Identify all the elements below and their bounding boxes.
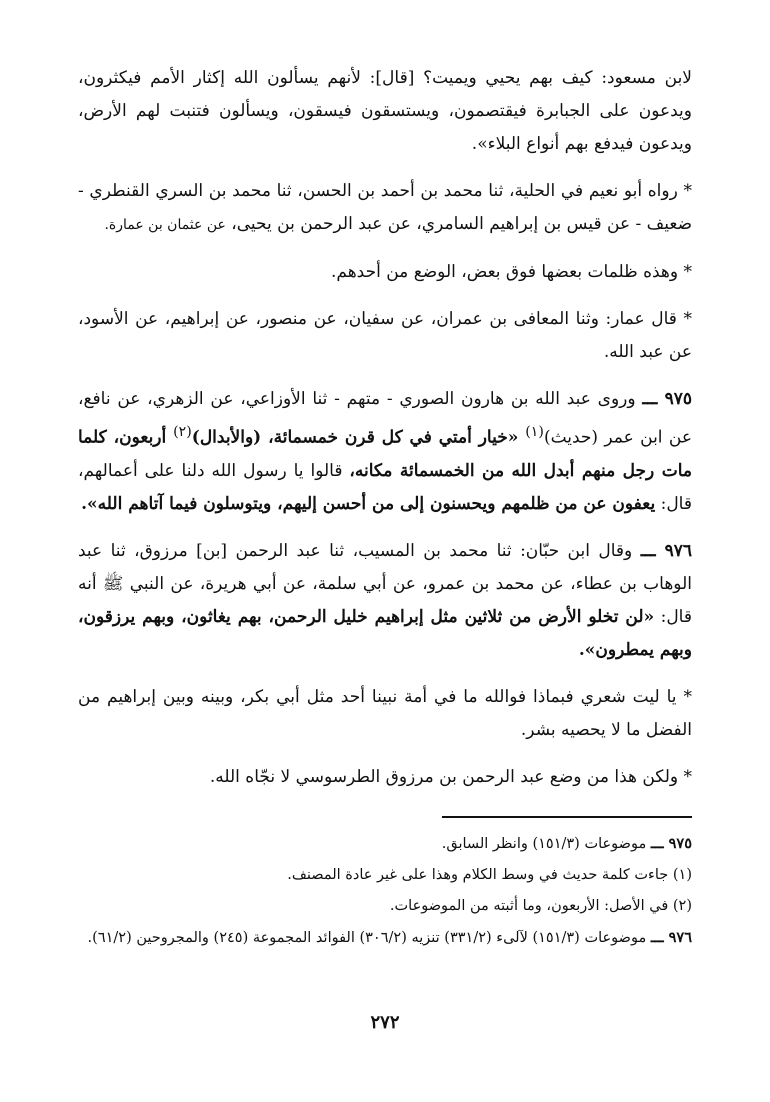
hadith-text: وقال ابن حبّان: ثنا محمد بن المسيب، ثنا عبد الرحمن [بن] مرزوق، ثنا عبد الوهاب بن عطاء، عن محمد بن عمرو، عن أبي سلمة، عن أبي هريرة، عن النبي ﷺ أنه قال: <box>78 540 692 627</box>
paragraph-text: * ولكن هذا من وضع عبد الرحمن بن مرزوق الطرسوسي لا نجّاه الله. <box>209 766 692 787</box>
paragraph-comment-fabricator <box>78 761 692 794</box>
footnote-text: موضوعات (١٥١/٣) لآلىء (٣٣١/٢) تنزيه (٣٠٦/٢) الفوائد المجموعة (٢٤٥) والمجروحين (٦١/٢). <box>87 929 651 946</box>
footnote-text: (٢) في الأصل: الأربعون، وما أثبته من الموضوعات. <box>389 897 692 914</box>
paragraph-continuation <box>78 62 692 161</box>
footnote-976 <box>78 922 692 954</box>
hadith-number: ٩٧٦ ـــ <box>640 540 692 561</box>
paragraph-text: لابن مسعود: كيف بهم يحيي ويميت؟ [قال]: لأنهم يسألون الله إكثار الأمم فيكثرون، ويدعون على الجبابرة فيقتصمون، ويستسقون فيسقون، ويسألون فتنبت لهم الأرض، ويدعون فيدفع بهم أنواع البلاء». <box>78 68 692 154</box>
footnote-ref-1: (١) <box>525 424 544 440</box>
footnote-2 <box>78 891 692 922</box>
hadith-number: ٩٧٥ ـــ <box>642 389 692 409</box>
page-number: ٢٧٢ <box>370 1012 400 1033</box>
paragraph-small-text: عن عثمان بن عمارة. <box>104 217 226 233</box>
hadith-text: قالوا يا رسول الله دلنا على أعمالهم، قال: <box>78 460 692 514</box>
paragraph-text: * يا ليت شعري فبماذا فوالله ما في أمة نبينا أحد مثل أبي بكر، وبينه وبين إبراهيم من الفضل ما لا يحصيه بشر. <box>78 686 692 740</box>
footnote-1 <box>78 860 692 891</box>
paragraph-narration-ammar <box>78 303 692 369</box>
footnote-text: (١) جاءت كلمة حديث في وسط الكلام وهذا على غير عادة المصنف. <box>287 866 692 883</box>
hadith-text: وروى عبد الله بن هارون الصوري - متهم - ثنا الأوزاعي، عن الزهري، عن نافع، عن ابن عمر (حديث) <box>78 389 692 448</box>
footnote-text: موضوعات (١٥١/٣) وانظر السابق. <box>441 835 651 852</box>
hadith-bold-text: أربعون، كلما مات رجل منهم أبدل الله من الخمسمائة مكانه، <box>78 427 692 481</box>
hadith-976 <box>78 535 692 667</box>
hadith-975 <box>78 383 692 521</box>
hadith-bold-text: يعفون عن من ظلمهم ويحسنون إلى من أحسن إليهم، ويتوسلون فيما آتاهم الله». <box>81 493 656 514</box>
paragraph-text: * رواه أبو نعيم في الحلية، ثنا محمد بن أحمد بن الحسن، ثنا محمد بن السري القنطري - ضعيف - عن قيس بن إبراهيم السامري، عن عبد الرحمن بن يحيى، <box>78 181 692 234</box>
paragraph-comment-abu-bakr <box>78 681 692 747</box>
footnote-ref-2: (٢) <box>173 424 192 440</box>
paragraph-narration-abu-nuaym <box>78 175 692 242</box>
paragraph-text: * قال عمار: وثنا المعافى بن عمران، عن سفيان، عن منصور، عن إبراهيم، عن الأسود، عن عبد الله. <box>78 309 692 362</box>
hadith-bold-text: «خيار أمتي في كل قرن خمسمائة، (والأبدال) <box>191 427 526 448</box>
paragraph-text: * وهذه ظلمات بعضها فوق بعض، الوضع من أحدهم. <box>331 262 692 282</box>
footnote-975 <box>78 828 692 860</box>
footnote-separator <box>442 816 692 818</box>
footnote-number: ٩٧٥ ـــ <box>650 834 692 852</box>
footnote-number: ٩٧٦ ـــ <box>650 928 692 946</box>
hadith-bold-text: «لن تخلو الأرض من ثلاثين مثل إبراهيم خليل الرحمن، بهم يغاثون، وبهم يرزقون، وبهم يمطرون». <box>78 606 692 660</box>
paragraph-comment <box>78 256 692 289</box>
